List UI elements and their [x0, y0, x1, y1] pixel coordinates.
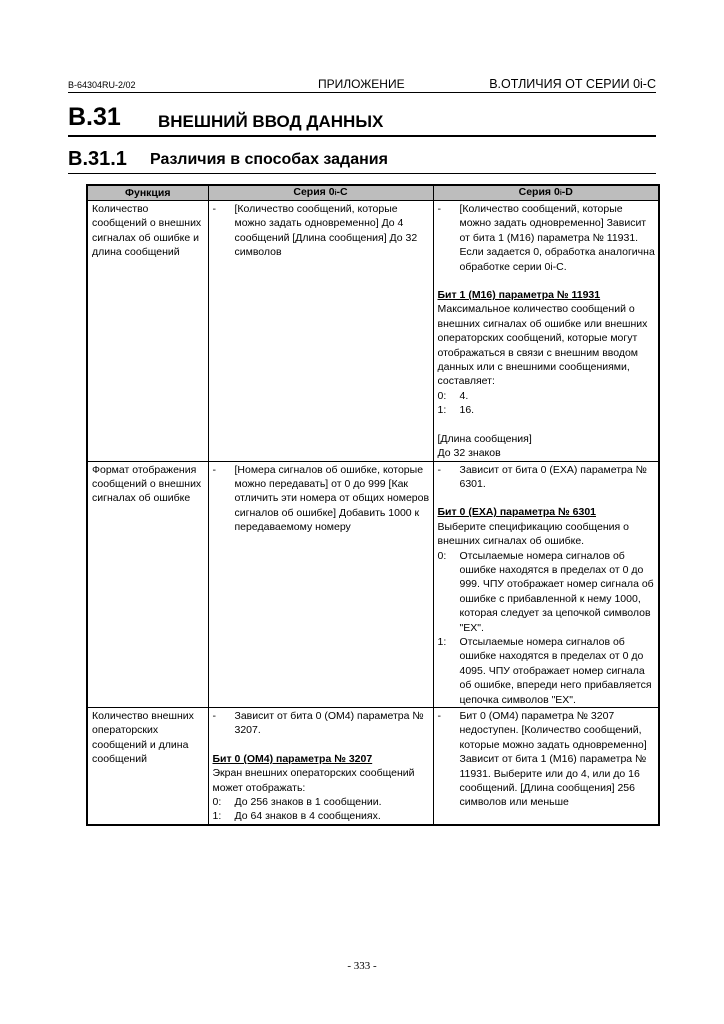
option-item	[438, 635, 657, 707]
series-c-cell	[208, 461, 433, 708]
param-heading: Бит 0 (OM4) параметра № 3207	[212, 752, 373, 765]
page-header	[68, 75, 656, 93]
bullet-item	[213, 463, 431, 535]
table-row	[87, 201, 659, 462]
doc-code: B-64304RU-2/02	[68, 80, 136, 90]
bullet-text: Зависит от бита 0 (EXA) параметра № 6301.	[459, 463, 647, 490]
section-heading	[68, 101, 656, 137]
header-function: Функция	[87, 185, 208, 201]
series-d-cell	[433, 201, 659, 462]
bullet-text: Бит 0 (OM4) параметра № 3207 недоступен. [Количество сообщений, которые можно задать одновременно] Зависит от бита 1 (M16) параметра № 11931. Выберите или до 4, или до 16 сообщений. [Длина сообщения] 256 символов или меньше	[459, 710, 647, 809]
bullet-item	[438, 709, 657, 810]
header-c-part1: Серия 0	[293, 186, 335, 198]
appendix-label: ПРИЛОЖЕНИЕ	[318, 77, 405, 91]
option-marker: 0:	[437, 549, 447, 562]
table-row	[87, 708, 659, 825]
series-c-cell	[208, 201, 433, 462]
option-marker: 1:	[212, 810, 222, 823]
subsection-heading	[68, 145, 656, 174]
option-marker: 0:	[437, 389, 447, 402]
function-text: Количество внешних операторских сообщений и длина сообщений	[92, 710, 194, 766]
option-marker: 1:	[437, 404, 447, 417]
table-header-row	[87, 185, 659, 201]
spacer	[213, 738, 431, 752]
bullet-text: Зависит от бита 0 (OM4) параметра № 3207.	[234, 710, 424, 737]
spacer	[438, 274, 657, 288]
param-description: Экран внешних операторских сообщений может отображать:	[212, 767, 415, 794]
header-d-part3: -D	[561, 186, 573, 198]
header-c-part3: -C	[336, 186, 348, 198]
param-description: Максимальное количество сообщений о внешних сигналах об ошибке или внешних операторских сообщений, которые могут отображаться в связи с внешним вводом данных или с внешними сообщениями, составляет:	[437, 303, 648, 388]
bullet-dash: -	[212, 463, 216, 476]
length-value: До 32 знаков	[437, 447, 501, 460]
function-cell	[87, 461, 208, 708]
bullet-text: [Количество сообщений, которые можно задать одновременно] Зависит от бита 1 (M16) параметра № 11931. Если задается 0, обработка аналогична обработке серии 0i-C.	[459, 203, 655, 273]
section-number: B.31	[68, 103, 121, 131]
option-item	[438, 549, 657, 635]
header-d-part1: Серия 0	[518, 186, 560, 198]
param-heading: Бит 1 (M16) параметра № 11931	[437, 289, 601, 302]
series-d-cell	[433, 461, 659, 708]
option-item	[213, 795, 431, 809]
spacer	[438, 491, 657, 505]
differences-table	[86, 184, 660, 826]
option-text: Отсылаемые номера сигналов об ошибке находятся в пределах от 0 до 999. ЧПУ отображает номер сигнала об ошибке с прибавленной к нему 1000, которая следует за цепочкой символов "EX".	[459, 549, 654, 634]
header-series-d	[433, 185, 659, 201]
option-item	[213, 809, 431, 823]
series-d-cell	[433, 708, 659, 825]
section-title: ВНЕШНИЙ ВВОД ДАННЫХ	[158, 112, 384, 131]
header-d-part2: i	[559, 190, 562, 197]
bullet-dash: -	[212, 203, 216, 215]
bullet-item	[213, 709, 431, 738]
option-text: До 256 знаков в 1 сообщении.	[234, 796, 382, 809]
option-item	[438, 389, 657, 403]
option-marker: 1:	[437, 635, 447, 648]
option-text: Отсылаемые номера сигналов об ошибке находятся в пределах от 0 до 4095. ЧПУ отображает номер сигнала об ошибке, впереди него прибавляется цепочка символов "EX".	[459, 635, 652, 706]
bullet-text: [Количество сообщений, которые можно задать одновременно] До 4 сообщений [Длина сообщения] До 32 символов	[234, 203, 418, 259]
option-text: 4.	[459, 389, 469, 402]
function-text: Количество сообщений о внешних сигналах об ошибке и длина сообщений	[92, 203, 202, 259]
function-cell	[87, 201, 208, 462]
subsection-title: Различия в способах задания	[150, 151, 388, 168]
bullet-item	[213, 202, 431, 260]
function-text: Формат отображения сообщений о внешних сигналах об ошибке	[92, 463, 202, 505]
option-text: 16.	[459, 404, 475, 417]
header-c-part2: i	[334, 190, 337, 197]
series-c-cell	[208, 708, 433, 825]
header-series-c	[208, 185, 433, 201]
option-marker: 0:	[212, 796, 222, 809]
section-label: B.ОТЛИЧИЯ ОТ СЕРИИ 0i-C	[489, 77, 656, 91]
length-label: [Длина сообщения]	[437, 432, 532, 445]
bullet-text: [Номера сигналов об ошибке, которые можно передавать] от 0 до 999 [Как отличить эти номера от общих номеров сигналов об ошибке] Добавить 1000 к передаваемому номеру	[234, 463, 430, 534]
option-item	[438, 403, 657, 417]
function-cell	[87, 708, 208, 825]
spacer	[438, 418, 657, 432]
bullet-item	[438, 202, 657, 274]
bullet-dash: -	[437, 203, 441, 215]
subsection-number: B.31.1	[68, 148, 127, 170]
bullet-dash: -	[437, 463, 441, 476]
bullet-item	[438, 463, 657, 492]
option-text: До 64 знаков в 4 сообщениях.	[234, 810, 381, 823]
page-number: - 333 -	[347, 960, 377, 972]
bullet-dash: -	[212, 710, 216, 722]
param-heading: Бит 0 (EXA) параметра № 6301	[437, 506, 597, 519]
table-row	[87, 461, 659, 708]
bullet-dash: -	[437, 710, 441, 722]
param-description: Выберите спецификацию сообщения о внешних сигналах об ошибке.	[437, 520, 629, 548]
